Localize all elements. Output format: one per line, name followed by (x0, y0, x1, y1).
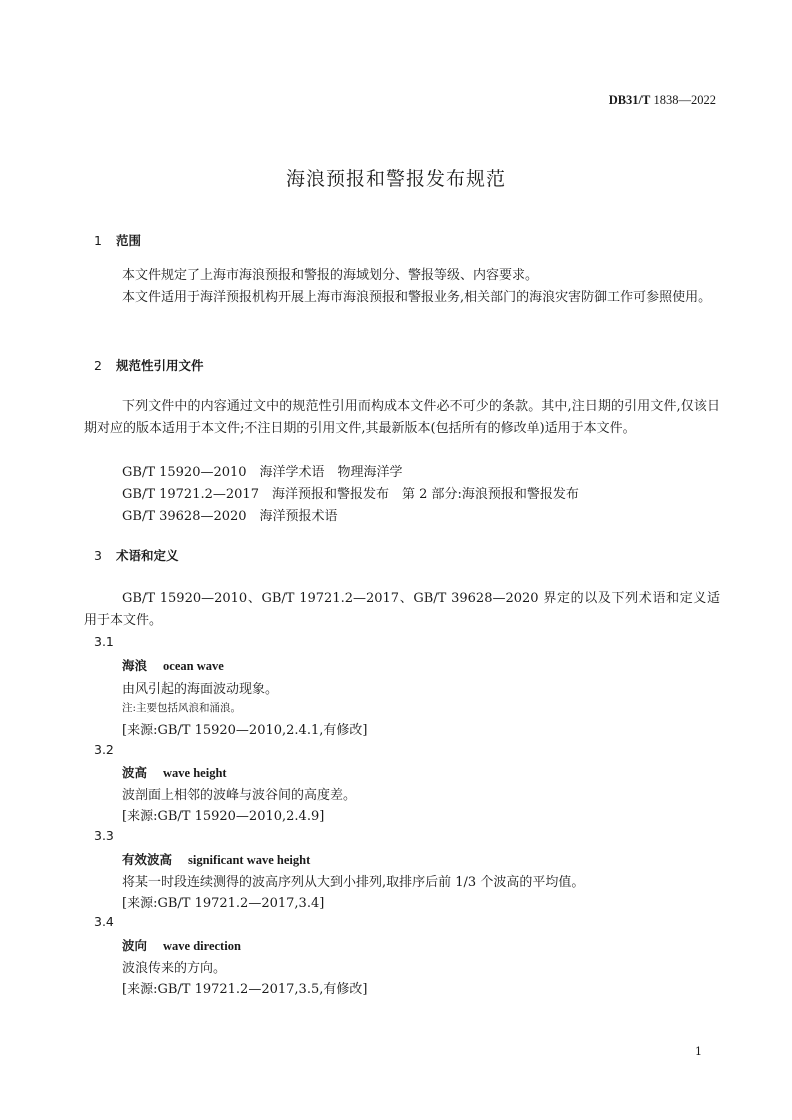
section-title: 规范性引用文件 (116, 358, 204, 373)
term-note: 注:主要包括风浪和涌浪。 (122, 702, 242, 714)
term-entry (122, 763, 227, 781)
term-zh: 海浪 (122, 658, 148, 673)
section-title: 术语和定义 (116, 548, 179, 563)
term-definition: 由风引起的海面波动现象。 (122, 682, 279, 697)
term-zh: 波向 (122, 938, 148, 953)
doc-prefix: DB31/T (608, 93, 651, 107)
clause-number: 3.3 (94, 828, 114, 843)
section-title: 范围 (116, 233, 142, 248)
section-1-heading (94, 231, 141, 249)
doc-number: 1838—2022 (653, 93, 716, 107)
page-number: 1 (695, 1045, 702, 1058)
section-3-paragraph-1: GB/T 15920—2010、GB/T 19721.2—2017、GB/T 39628—2020 界定的以及下列术语和定义适用于本文件。 (84, 591, 720, 628)
section-number: 2 (94, 358, 102, 373)
section-2-paragraph-1: 下列文件中的内容通过文中的规范性引用而构成本文件必不可少的条款。其中,注日期的引用文件,仅该日期对应的版本适用于本文件;不注日期的引用文件,其最新版本(包括所有的修改单)适用于本文件。 (84, 399, 720, 436)
clause-number: 3.2 (94, 742, 114, 757)
section-2-heading (94, 356, 204, 374)
term-definition: 将某一时段连续测得的波高序列从大到小排列,取排序后前 1/3 个波高的平均值。 (122, 875, 585, 890)
section-1-paragraph-2: 本文件适用于海洋预报机构开展上海市海浪预报和警报业务,相关部门的海浪灾害防御工作可参照使用。 (122, 290, 712, 305)
section-number: 3 (94, 548, 102, 563)
clause-number: 3.4 (94, 914, 114, 929)
term-source: [来源:GB/T 19721.2—2017,3.5,有修改] (122, 982, 368, 997)
term-en: wave height (163, 766, 227, 780)
section-3-heading (94, 546, 179, 564)
section-1-paragraph-1: 本文件规定了上海市海浪预报和警报的海域划分、警报等级、内容要求。 (122, 268, 539, 283)
term-zh: 波高 (122, 765, 148, 780)
term-definition: 波剖面上相邻的波峰与波谷间的高度差。 (122, 788, 357, 803)
term-definition: 波浪传来的方向。 (122, 961, 227, 976)
term-en: ocean wave (163, 659, 224, 673)
reference-item: GB/T 39628—2020 海洋预报术语 (122, 509, 338, 524)
term-source: [来源:GB/T 19721.2—2017,3.4] (122, 896, 325, 911)
reference-item: GB/T 15920—2010 海洋学术语 物理海洋学 (122, 465, 403, 480)
page-title: 海浪预报和警报发布规范 (285, 168, 506, 190)
term-en: significant wave height (188, 853, 311, 867)
term-en: wave direction (163, 939, 241, 953)
term-entry (122, 850, 310, 868)
term-source: [来源:GB/T 15920—2010,2.4.9] (122, 809, 325, 824)
term-source: [来源:GB/T 15920—2010,2.4.1,有修改] (122, 723, 368, 738)
section-number: 1 (94, 233, 102, 248)
term-entry (122, 656, 224, 674)
clause-number: 3.1 (94, 634, 114, 649)
document-number (609, 93, 716, 108)
term-zh: 有效波高 (122, 852, 173, 867)
reference-item: GB/T 19721.2—2017 海洋预报和警报发布 第 2 部分:海浪预报和警报发布 (122, 487, 579, 502)
term-entry (122, 936, 241, 954)
